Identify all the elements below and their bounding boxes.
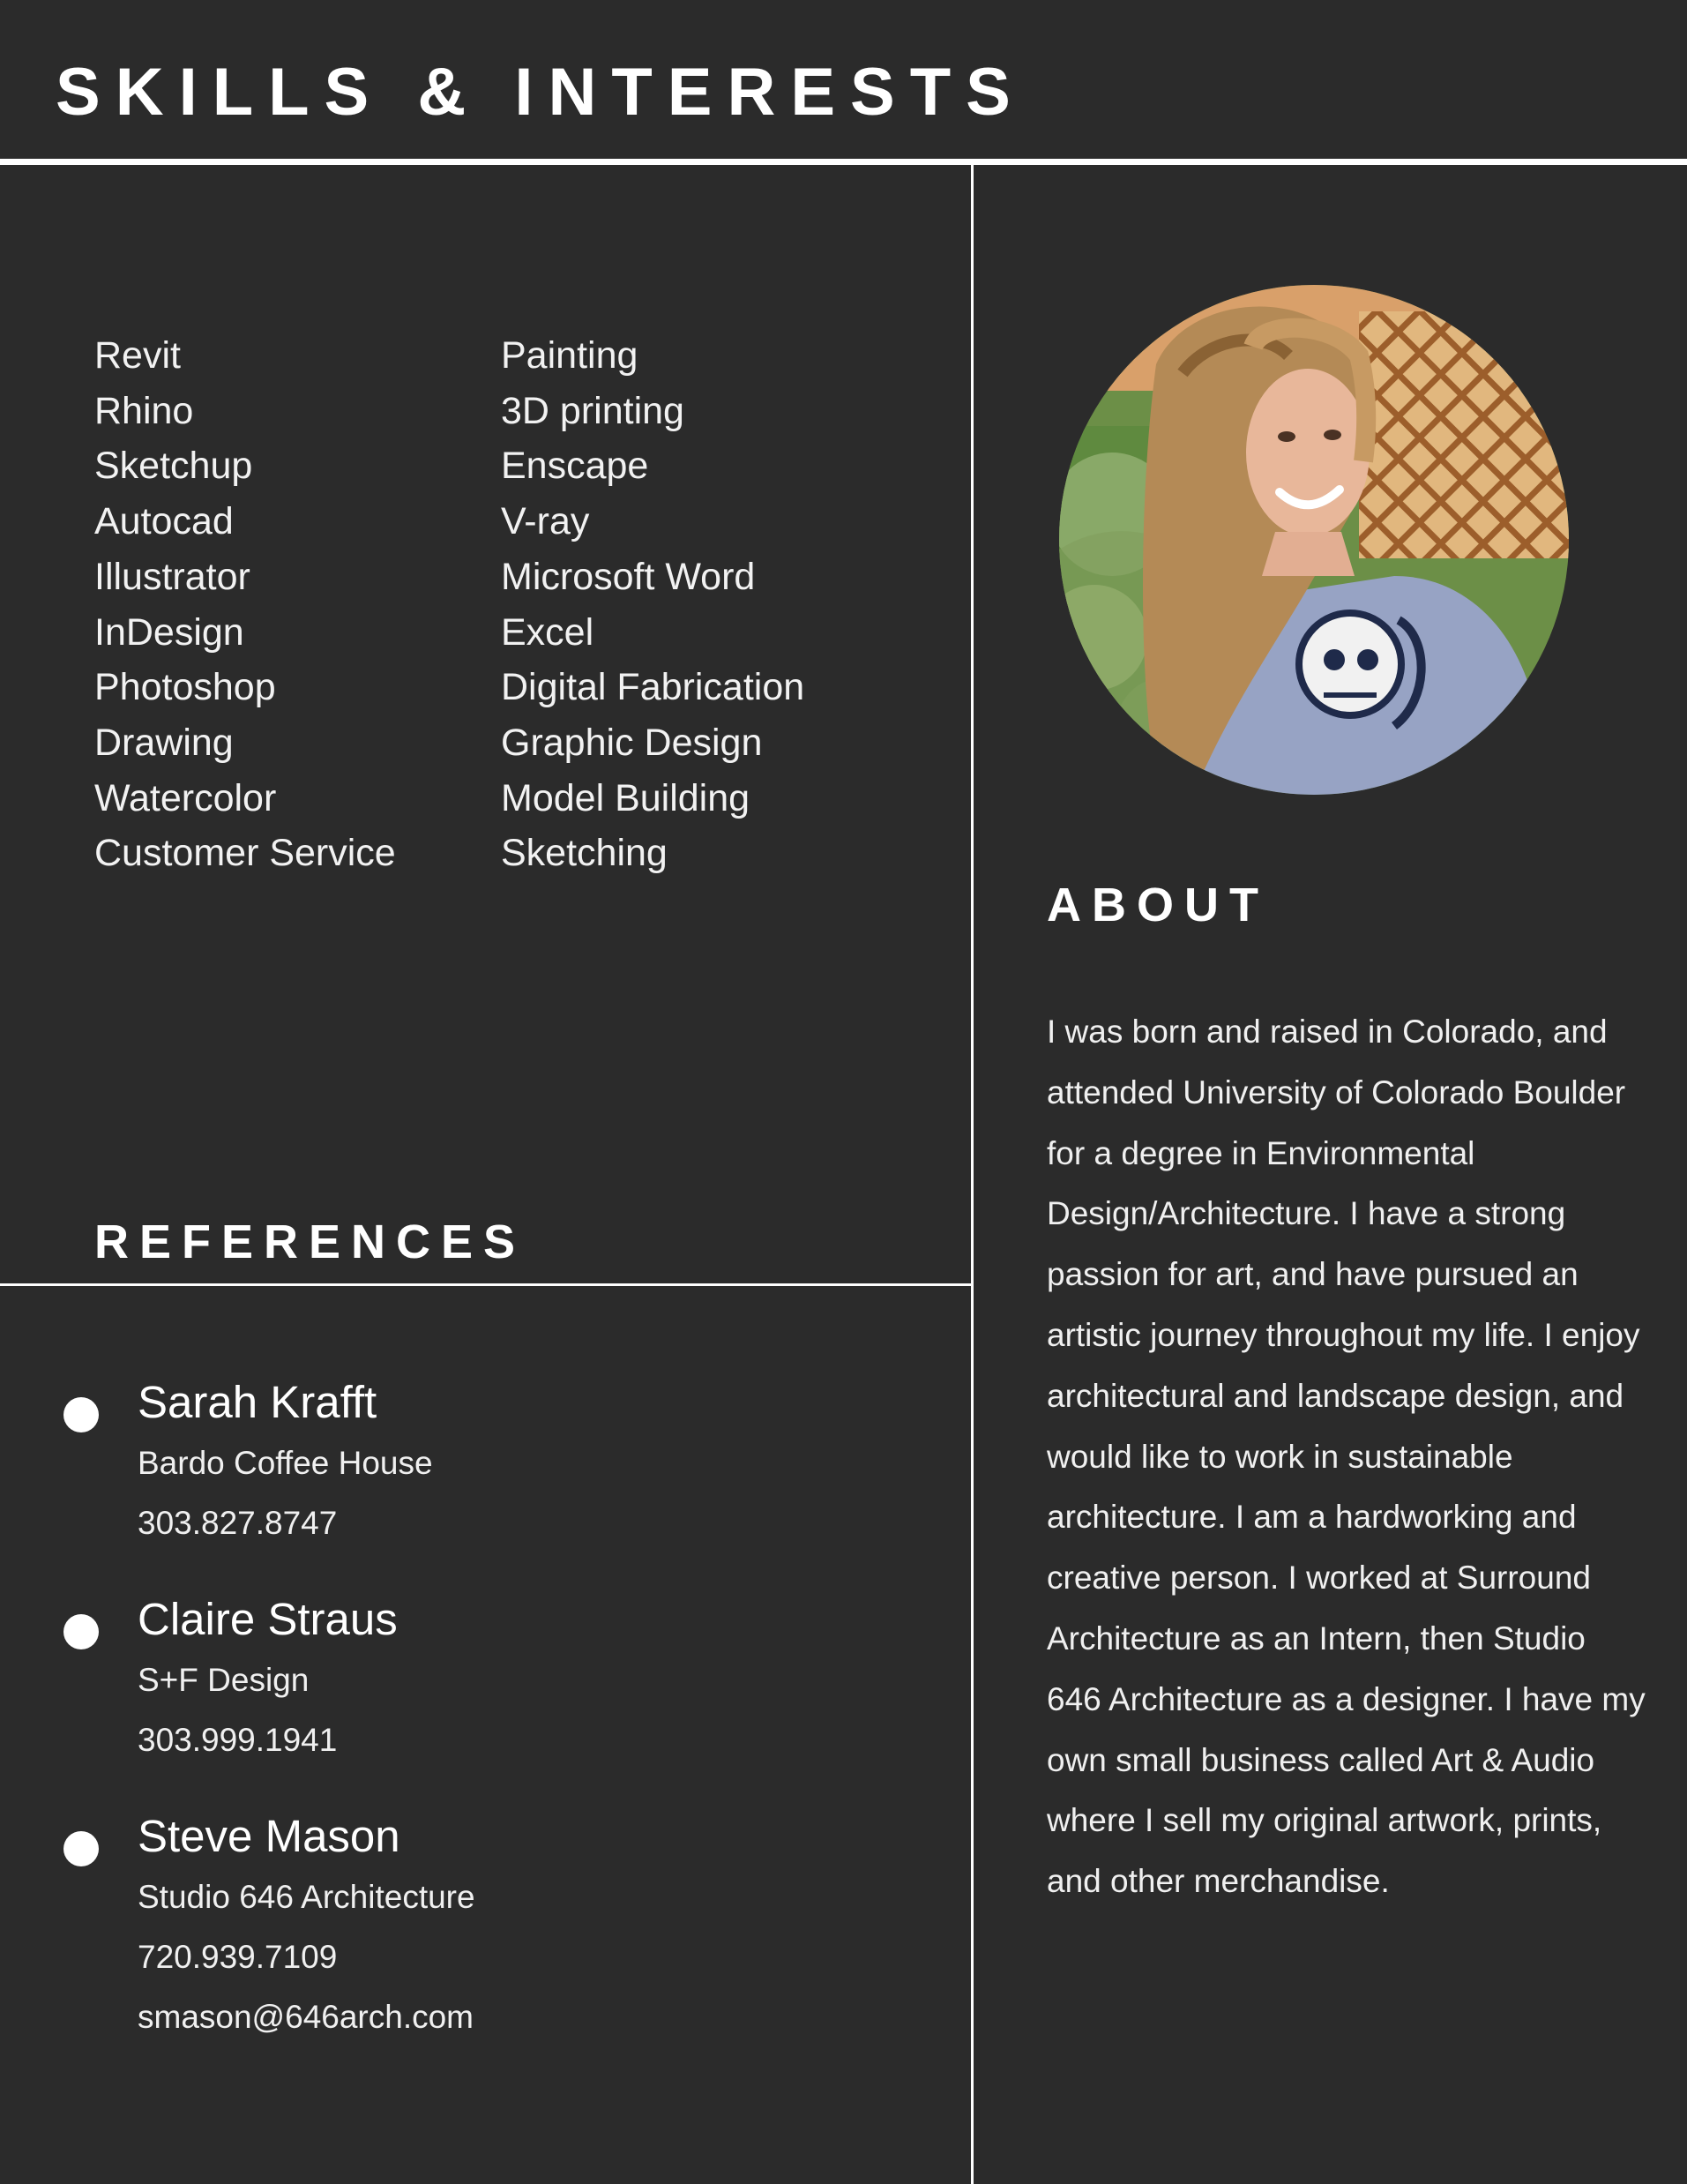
profile-photo (1059, 285, 1569, 795)
reference-phone: 303.827.8747 (138, 1505, 338, 1541)
skill-item: InDesign (94, 610, 244, 654)
skill-item: Customer Service (94, 832, 396, 875)
about-text: I was born and raised in Colorado, and attended University of Colorado Boulder for a degree in Environmental Design/Architecture. I have a strong passion for art, and have pursued an artistic journey throughout my life. I enjoy architectural and landscape design, and would like to work in sustainable architecture. I am a hardworking and creative person. I worked at Surround Architecture as an Intern, then Studio 646 Architecture as a designer. I have my own small business called Art & Audio where I sell my original artwork, prints, and other merchandise. (1047, 1013, 1646, 1900)
skills-column-2 (501, 328, 804, 881)
skill-item: Model Building (501, 776, 750, 819)
skill-item: Rhino (94, 389, 194, 432)
reference-item (0, 1589, 475, 1770)
reference-name: Sarah Krafft (138, 1377, 377, 1427)
column-divider (971, 165, 974, 2184)
bullet-icon (63, 1831, 99, 1866)
reference-company: Bardo Coffee House (138, 1445, 433, 1481)
references-list (0, 1372, 475, 2083)
skill-item: Graphic Design (501, 721, 763, 764)
skill-item: Watercolor (94, 776, 277, 819)
skill-item: Autocad (94, 500, 234, 543)
reference-name: Claire Straus (138, 1594, 398, 1644)
about-heading: ABOUT (1047, 879, 1269, 931)
skill-item: Enscape (501, 445, 649, 488)
bullet-icon (63, 1397, 99, 1432)
reference-name: Steve Mason (138, 1811, 400, 1861)
skill-item: Sketchup (94, 445, 253, 488)
skills-column-1 (94, 328, 396, 881)
skill-item: Illustrator (94, 555, 250, 598)
skill-item: Revit (94, 334, 181, 377)
skill-item: Drawing (94, 721, 234, 764)
skill-item: V-ray (501, 500, 590, 543)
reference-item (0, 1806, 475, 2047)
reference-item (0, 1372, 475, 1553)
references-heading: REFERENCES (94, 1215, 526, 1268)
page-title: SKILLS & INTERESTS (56, 55, 1026, 130)
skill-item: Photoshop (94, 666, 276, 709)
skill-item: Painting (501, 334, 638, 377)
references-divider (0, 1283, 972, 1286)
skill-item: Excel (501, 610, 594, 654)
reference-phone: 720.939.7109 (138, 1939, 338, 1975)
skill-item: Digital Fabrication (501, 666, 805, 709)
header-divider (0, 159, 1687, 165)
bullet-icon (63, 1614, 99, 1649)
skill-item: 3D printing (501, 389, 684, 432)
skill-item: Sketching (501, 832, 668, 875)
skill-item: Microsoft Word (501, 555, 756, 598)
reference-phone: 303.999.1941 (138, 1722, 338, 1758)
reference-company: Studio 646 Architecture (138, 1879, 475, 1915)
reference-company: S+F Design (138, 1662, 310, 1698)
reference-email: smason@646arch.com (138, 1999, 474, 2035)
